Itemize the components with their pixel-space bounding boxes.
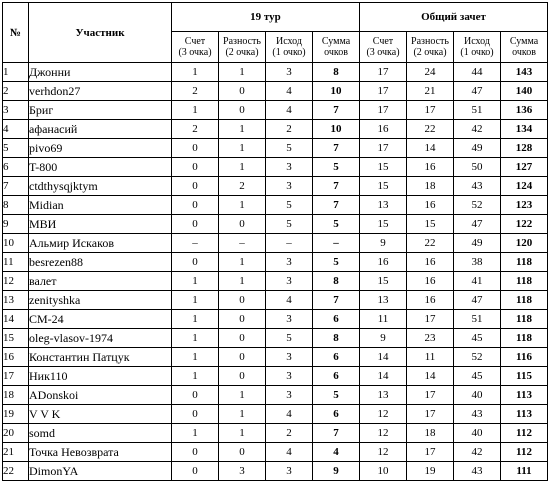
overall-score-cell: 16	[360, 120, 407, 139]
round-score-cell: 1	[172, 272, 219, 291]
rank-cell: 14	[3, 310, 29, 329]
overall-sum-cell: 118	[501, 329, 548, 348]
overall-diff-cell: 16	[407, 253, 454, 272]
table-row	[3, 348, 548, 367]
overall-diff-cell: 16	[407, 291, 454, 310]
round-score-cell: –	[172, 234, 219, 253]
header-round-diff: Разность (2 очка)	[219, 32, 266, 63]
header-participant: Участник	[29, 3, 172, 63]
participant-name: афанасий	[29, 120, 172, 139]
participant-name: besrezen88	[29, 253, 172, 272]
table-row	[3, 101, 548, 120]
participant-name: Альмир Искаков	[29, 234, 172, 253]
overall-outcome-cell: 49	[454, 234, 501, 253]
overall-diff-cell: 16	[407, 196, 454, 215]
overall-sum-cell: 134	[501, 120, 548, 139]
overall-outcome-cell: 45	[454, 329, 501, 348]
participant-name: verhdon27	[29, 82, 172, 101]
overall-diff-cell: 23	[407, 329, 454, 348]
round-sum-cell: 4	[313, 443, 360, 462]
header-number: №	[3, 3, 29, 63]
round-diff-cell: 1	[219, 405, 266, 424]
round-sum-cell: 8	[313, 272, 360, 291]
overall-sum-cell: 128	[501, 139, 548, 158]
round-diff-cell: 1	[219, 120, 266, 139]
overall-score-cell: 12	[360, 424, 407, 443]
overall-sum-cell: 118	[501, 291, 548, 310]
round-score-cell: 1	[172, 348, 219, 367]
overall-score-cell: 14	[360, 348, 407, 367]
participant-name: somd	[29, 424, 172, 443]
round-score-cell: 1	[172, 367, 219, 386]
round-score-cell: 1	[172, 63, 219, 82]
round-score-cell: 1	[172, 310, 219, 329]
results-body	[3, 63, 548, 481]
round-sum-cell: 8	[313, 63, 360, 82]
round-outcome-cell: 3	[266, 177, 313, 196]
overall-outcome-cell: 47	[454, 215, 501, 234]
overall-score-cell: 13	[360, 291, 407, 310]
overall-diff-cell: 22	[407, 234, 454, 253]
overall-sum-cell: 113	[501, 405, 548, 424]
round-diff-cell: 3	[219, 462, 266, 481]
overall-sum-cell: 112	[501, 424, 548, 443]
header-round-outcome: Исход (1 очко)	[266, 32, 313, 63]
round-outcome-cell: 4	[266, 405, 313, 424]
round-sum-cell: 5	[313, 215, 360, 234]
round-outcome-cell: 3	[266, 367, 313, 386]
table-row	[3, 215, 548, 234]
round-diff-cell: 1	[219, 253, 266, 272]
overall-score-cell: 10	[360, 462, 407, 481]
round-score-cell: 1	[172, 101, 219, 120]
overall-score-cell: 9	[360, 234, 407, 253]
rank-cell: 17	[3, 367, 29, 386]
overall-outcome-cell: 52	[454, 348, 501, 367]
overall-sum-cell: 118	[501, 272, 548, 291]
header-overall-sum: Сумма очков	[501, 32, 548, 63]
participant-name: валет	[29, 272, 172, 291]
participant-name: DimonYA	[29, 462, 172, 481]
table-row	[3, 177, 548, 196]
rank-cell: 8	[3, 196, 29, 215]
round-score-cell: 1	[172, 291, 219, 310]
overall-sum-cell: 143	[501, 63, 548, 82]
rank-cell: 6	[3, 158, 29, 177]
overall-diff-cell: 14	[407, 367, 454, 386]
overall-outcome-cell: 43	[454, 177, 501, 196]
rank-cell: 10	[3, 234, 29, 253]
round-sum-cell: 7	[313, 424, 360, 443]
round-sum-cell: 7	[313, 291, 360, 310]
overall-outcome-cell: 42	[454, 120, 501, 139]
overall-diff-cell: 16	[407, 272, 454, 291]
round-score-cell: 0	[172, 462, 219, 481]
overall-outcome-cell: 38	[454, 253, 501, 272]
overall-diff-cell: 18	[407, 424, 454, 443]
round-diff-cell: 1	[219, 272, 266, 291]
round-outcome-cell: 4	[266, 101, 313, 120]
round-diff-cell: 1	[219, 196, 266, 215]
overall-diff-cell: 17	[407, 405, 454, 424]
overall-diff-cell: 14	[407, 139, 454, 158]
overall-sum-cell: 120	[501, 234, 548, 253]
overall-diff-cell: 17	[407, 101, 454, 120]
round-sum-cell: 6	[313, 405, 360, 424]
overall-score-cell: 16	[360, 253, 407, 272]
overall-outcome-cell: 42	[454, 443, 501, 462]
round-diff-cell: 0	[219, 310, 266, 329]
round-diff-cell: 1	[219, 424, 266, 443]
overall-diff-cell: 19	[407, 462, 454, 481]
overall-score-cell: 11	[360, 310, 407, 329]
header-overall: Общий зачет	[360, 3, 548, 32]
table-row	[3, 234, 548, 253]
round-score-cell: 0	[172, 215, 219, 234]
round-sum-cell: 6	[313, 367, 360, 386]
overall-sum-cell: 122	[501, 215, 548, 234]
round-diff-cell: –	[219, 234, 266, 253]
round-sum-cell: 7	[313, 139, 360, 158]
overall-outcome-cell: 40	[454, 424, 501, 443]
round-sum-cell: 6	[313, 310, 360, 329]
round-diff-cell: 1	[219, 139, 266, 158]
header-row-top	[3, 3, 548, 32]
rank-cell: 2	[3, 82, 29, 101]
overall-score-cell: 17	[360, 101, 407, 120]
rank-cell: 16	[3, 348, 29, 367]
overall-score-cell: 12	[360, 443, 407, 462]
table-row	[3, 386, 548, 405]
overall-diff-cell: 16	[407, 158, 454, 177]
rank-cell: 1	[3, 63, 29, 82]
overall-sum-cell: 123	[501, 196, 548, 215]
overall-outcome-cell: 43	[454, 462, 501, 481]
overall-score-cell: 13	[360, 196, 407, 215]
round-sum-cell: 7	[313, 101, 360, 120]
round-sum-cell: 5	[313, 386, 360, 405]
rank-cell: 20	[3, 424, 29, 443]
round-diff-cell: 1	[219, 158, 266, 177]
table-row	[3, 424, 548, 443]
rank-cell: 11	[3, 253, 29, 272]
participant-name: Midian	[29, 196, 172, 215]
rank-cell: 13	[3, 291, 29, 310]
participant-name: T-800	[29, 158, 172, 177]
rank-cell: 15	[3, 329, 29, 348]
overall-outcome-cell: 47	[454, 82, 501, 101]
overall-diff-cell: 18	[407, 177, 454, 196]
round-score-cell: 1	[172, 424, 219, 443]
overall-sum-cell: 124	[501, 177, 548, 196]
overall-diff-cell: 17	[407, 386, 454, 405]
round-outcome-cell: 5	[266, 215, 313, 234]
round-sum-cell: 10	[313, 82, 360, 101]
header-round-score: Счет (3 очка)	[172, 32, 219, 63]
participant-name: ADonskoi	[29, 386, 172, 405]
overall-score-cell: 15	[360, 272, 407, 291]
round-score-cell: 0	[172, 158, 219, 177]
round-outcome-cell: 2	[266, 120, 313, 139]
header-overall-outcome: Исход (1 очко)	[454, 32, 501, 63]
overall-score-cell: 13	[360, 386, 407, 405]
round-score-cell: 0	[172, 253, 219, 272]
rank-cell: 22	[3, 462, 29, 481]
overall-outcome-cell: 43	[454, 405, 501, 424]
participant-name: V V K	[29, 405, 172, 424]
participant-name: Точка Невозврата	[29, 443, 172, 462]
header-round-sum: Сумма очков	[313, 32, 360, 63]
round-outcome-cell: 5	[266, 196, 313, 215]
participant-name: Ник110	[29, 367, 172, 386]
round-sum-cell: 10	[313, 120, 360, 139]
round-diff-cell: 0	[219, 82, 266, 101]
overall-score-cell: 17	[360, 63, 407, 82]
participant-name: CM-24	[29, 310, 172, 329]
overall-sum-cell: 136	[501, 101, 548, 120]
round-sum-cell: 5	[313, 253, 360, 272]
overall-sum-cell: 112	[501, 443, 548, 462]
participant-name: ctdthysqjktym	[29, 177, 172, 196]
overall-outcome-cell: 51	[454, 310, 501, 329]
round-outcome-cell: 4	[266, 82, 313, 101]
round-diff-cell: 1	[219, 386, 266, 405]
participant-name: oleg-vlasov-1974	[29, 329, 172, 348]
rank-cell: 18	[3, 386, 29, 405]
round-diff-cell: 0	[219, 348, 266, 367]
rank-cell: 9	[3, 215, 29, 234]
table-row	[3, 82, 548, 101]
table-row	[3, 367, 548, 386]
overall-outcome-cell: 49	[454, 139, 501, 158]
round-outcome-cell: 3	[266, 310, 313, 329]
round-outcome-cell: 3	[266, 272, 313, 291]
round-outcome-cell: 4	[266, 291, 313, 310]
overall-outcome-cell: 40	[454, 386, 501, 405]
overall-sum-cell: 111	[501, 462, 548, 481]
participant-name: Бриг	[29, 101, 172, 120]
participant-name: pivo69	[29, 139, 172, 158]
round-diff-cell: 2	[219, 177, 266, 196]
table-row	[3, 443, 548, 462]
results-table	[2, 2, 548, 481]
overall-outcome-cell: 41	[454, 272, 501, 291]
overall-outcome-cell: 47	[454, 291, 501, 310]
rank-cell: 3	[3, 101, 29, 120]
rank-cell: 21	[3, 443, 29, 462]
rank-cell: 19	[3, 405, 29, 424]
round-score-cell: 0	[172, 196, 219, 215]
table-row	[3, 291, 548, 310]
overall-sum-cell: 116	[501, 348, 548, 367]
round-score-cell: 0	[172, 177, 219, 196]
table-row	[3, 158, 548, 177]
overall-sum-cell: 127	[501, 158, 548, 177]
round-diff-cell: 0	[219, 443, 266, 462]
table-row	[3, 253, 548, 272]
round-sum-cell: 5	[313, 158, 360, 177]
overall-outcome-cell: 45	[454, 367, 501, 386]
round-diff-cell: 0	[219, 329, 266, 348]
table-row	[3, 63, 548, 82]
round-score-cell: 0	[172, 139, 219, 158]
round-outcome-cell: 2	[266, 424, 313, 443]
rank-cell: 5	[3, 139, 29, 158]
header-overall-diff: Разность (2 очка)	[407, 32, 454, 63]
table-row	[3, 196, 548, 215]
participant-name: zenityshka	[29, 291, 172, 310]
table-row	[3, 272, 548, 291]
round-diff-cell: 0	[219, 367, 266, 386]
overall-score-cell: 14	[360, 367, 407, 386]
overall-sum-cell: 140	[501, 82, 548, 101]
overall-score-cell: 9	[360, 329, 407, 348]
round-sum-cell: 9	[313, 462, 360, 481]
round-diff-cell: 0	[219, 291, 266, 310]
overall-sum-cell: 118	[501, 310, 548, 329]
table-row	[3, 120, 548, 139]
round-outcome-cell: 3	[266, 63, 313, 82]
overall-outcome-cell: 50	[454, 158, 501, 177]
header-overall-score: Счет (3 очка)	[360, 32, 407, 63]
overall-score-cell: 17	[360, 139, 407, 158]
round-diff-cell: 1	[219, 63, 266, 82]
rank-cell: 4	[3, 120, 29, 139]
overall-outcome-cell: 51	[454, 101, 501, 120]
overall-score-cell: 15	[360, 177, 407, 196]
round-sum-cell: –	[313, 234, 360, 253]
round-outcome-cell: 3	[266, 158, 313, 177]
participant-name: МВИ	[29, 215, 172, 234]
round-outcome-cell: 3	[266, 386, 313, 405]
overall-diff-cell: 17	[407, 443, 454, 462]
round-score-cell: 1	[172, 329, 219, 348]
round-outcome-cell: 5	[266, 329, 313, 348]
table-row	[3, 329, 548, 348]
overall-sum-cell: 118	[501, 253, 548, 272]
round-score-cell: 0	[172, 443, 219, 462]
overall-diff-cell: 17	[407, 310, 454, 329]
round-sum-cell: 8	[313, 329, 360, 348]
overall-outcome-cell: 44	[454, 63, 501, 82]
rank-cell: 12	[3, 272, 29, 291]
overall-score-cell: 15	[360, 158, 407, 177]
rank-cell: 7	[3, 177, 29, 196]
table-row	[3, 462, 548, 481]
table-row	[3, 310, 548, 329]
round-outcome-cell: 3	[266, 253, 313, 272]
overall-outcome-cell: 52	[454, 196, 501, 215]
round-sum-cell: 6	[313, 348, 360, 367]
round-outcome-cell: 3	[266, 348, 313, 367]
overall-diff-cell: 21	[407, 82, 454, 101]
round-sum-cell: 7	[313, 196, 360, 215]
overall-score-cell: 15	[360, 215, 407, 234]
round-score-cell: 0	[172, 405, 219, 424]
round-outcome-cell: 3	[266, 462, 313, 481]
overall-diff-cell: 15	[407, 215, 454, 234]
round-outcome-cell: 4	[266, 443, 313, 462]
table-row	[3, 139, 548, 158]
overall-diff-cell: 22	[407, 120, 454, 139]
overall-diff-cell: 11	[407, 348, 454, 367]
table-row	[3, 405, 548, 424]
overall-sum-cell: 113	[501, 386, 548, 405]
round-score-cell: 0	[172, 386, 219, 405]
overall-diff-cell: 24	[407, 63, 454, 82]
participant-name: Константин Патцук	[29, 348, 172, 367]
round-score-cell: 2	[172, 120, 219, 139]
header-round: 19 тур	[172, 3, 360, 32]
participant-name: Джонни	[29, 63, 172, 82]
round-score-cell: 2	[172, 82, 219, 101]
round-diff-cell: 0	[219, 101, 266, 120]
round-diff-cell: 0	[219, 215, 266, 234]
overall-score-cell: 17	[360, 82, 407, 101]
overall-score-cell: 12	[360, 405, 407, 424]
round-outcome-cell: 5	[266, 139, 313, 158]
round-outcome-cell: –	[266, 234, 313, 253]
round-sum-cell: 7	[313, 177, 360, 196]
overall-sum-cell: 115	[501, 367, 548, 386]
